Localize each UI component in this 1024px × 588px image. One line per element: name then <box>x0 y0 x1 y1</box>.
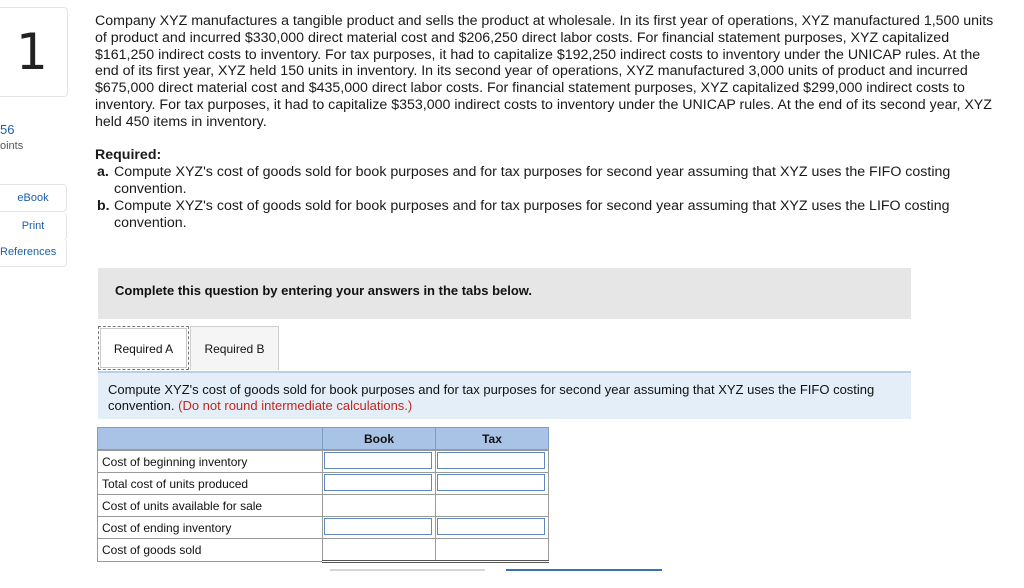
units-produced-book-input[interactable] <box>324 474 432 491</box>
points-value: 56 <box>0 122 15 137</box>
nav-button-edge <box>330 569 485 571</box>
tab-required-b[interactable]: Required B <box>190 326 279 370</box>
table-header-row <box>98 428 549 450</box>
tax-cell <box>436 495 549 517</box>
required-item-tag: b. <box>97 198 110 215</box>
row-label: Cost of goods sold <box>98 539 323 562</box>
panel-note: (Do not round intermediate calculations.) <box>178 397 413 413</box>
book-cell <box>323 495 436 517</box>
row-label: Cost of beginning inventory <box>98 451 323 473</box>
required-item-b <box>97 198 977 232</box>
question-text: Company XYZ manufactures a tangible product and sells the product at wholesale. In its first year of operations, XYZ manufactured 1,500 units of product and incurred $330,000 direct material cost and $206,250 direct labor costs. For financial statement purposes, XYZ capitalized $161,250 indirect costs to inventory. For tax purposes, it had to capitalize $192,250 indirect costs to inventory under the UNICAP rules. At the end of its first year, XYZ held 150 units in inventory. In its second year of operations, XYZ manufactured 3,000 units of product and incurred $675,000 direct material cost and $435,000 direct labor costs. For financial statement purposes, XYZ capitalized $299,000 indirect costs to inventory. For tax purposes, it had to capitalize $353,000 indirect costs to inventory under the UNICAP rules. At the end of its second year, XYZ held 450 items in inventory. <box>95 13 994 130</box>
table-row <box>98 495 549 517</box>
tax-cell <box>436 451 549 473</box>
book-cell <box>323 517 436 539</box>
row-label: Cost of ending inventory <box>98 517 323 539</box>
table-header-tax: Tax <box>436 428 549 450</box>
book-cell <box>323 473 436 495</box>
required-list <box>97 164 977 232</box>
ending-inventory-book-input[interactable] <box>324 518 432 535</box>
table-row <box>98 517 549 539</box>
table-row <box>98 451 549 473</box>
tax-cell <box>436 539 549 562</box>
book-cell <box>323 451 436 473</box>
tax-cell <box>436 517 549 539</box>
nav-button-edge <box>506 569 662 571</box>
beginning-inventory-tax-input[interactable] <box>437 452 545 469</box>
row-label: Total cost of units produced <box>98 473 323 495</box>
points-label: oints <box>0 140 24 152</box>
references-link[interactable]: References <box>0 239 67 267</box>
print-link[interactable]: Print <box>0 213 67 241</box>
instruction-banner: Complete this question by entering your answers in the tabs below. <box>98 268 911 319</box>
tab-required-a[interactable]: Required A <box>98 326 189 370</box>
question-number: 1 <box>16 23 48 81</box>
required-item-tag: a. <box>97 164 109 180</box>
book-cell <box>323 539 436 562</box>
ebook-link[interactable]: eBook <box>0 184 67 212</box>
required-heading: Required: <box>95 147 162 163</box>
row-label: Cost of units available for sale <box>98 495 323 517</box>
required-item-text: Compute XYZ's cost of goods sold for book purposes and for tax purposes for second year assuming that XYZ uses the FIFO costing convention. <box>114 164 951 197</box>
table-row <box>98 473 549 495</box>
required-item-text: Compute XYZ's cost of goods sold for book purposes and for tax purposes for second year assuming that XYZ uses the LIFO costing convention. <box>114 198 950 231</box>
beginning-inventory-book-input[interactable] <box>324 452 432 469</box>
answer-table <box>97 427 549 563</box>
table-header-blank <box>98 428 323 450</box>
table-header-book: Book <box>323 428 436 450</box>
ending-inventory-tax-input[interactable] <box>437 518 545 535</box>
units-produced-tax-input[interactable] <box>437 474 545 491</box>
required-item-a <box>97 164 977 198</box>
panel-instruction-text: Compute XYZ's cost of goods sold for book purposes and for tax purposes for second year assuming that XYZ uses the FIFO costing convention. <box>108 382 875 413</box>
question-number-box <box>0 7 68 97</box>
tax-cell <box>436 473 549 495</box>
table-row <box>98 539 549 562</box>
tab-panel-instruction <box>98 371 911 419</box>
